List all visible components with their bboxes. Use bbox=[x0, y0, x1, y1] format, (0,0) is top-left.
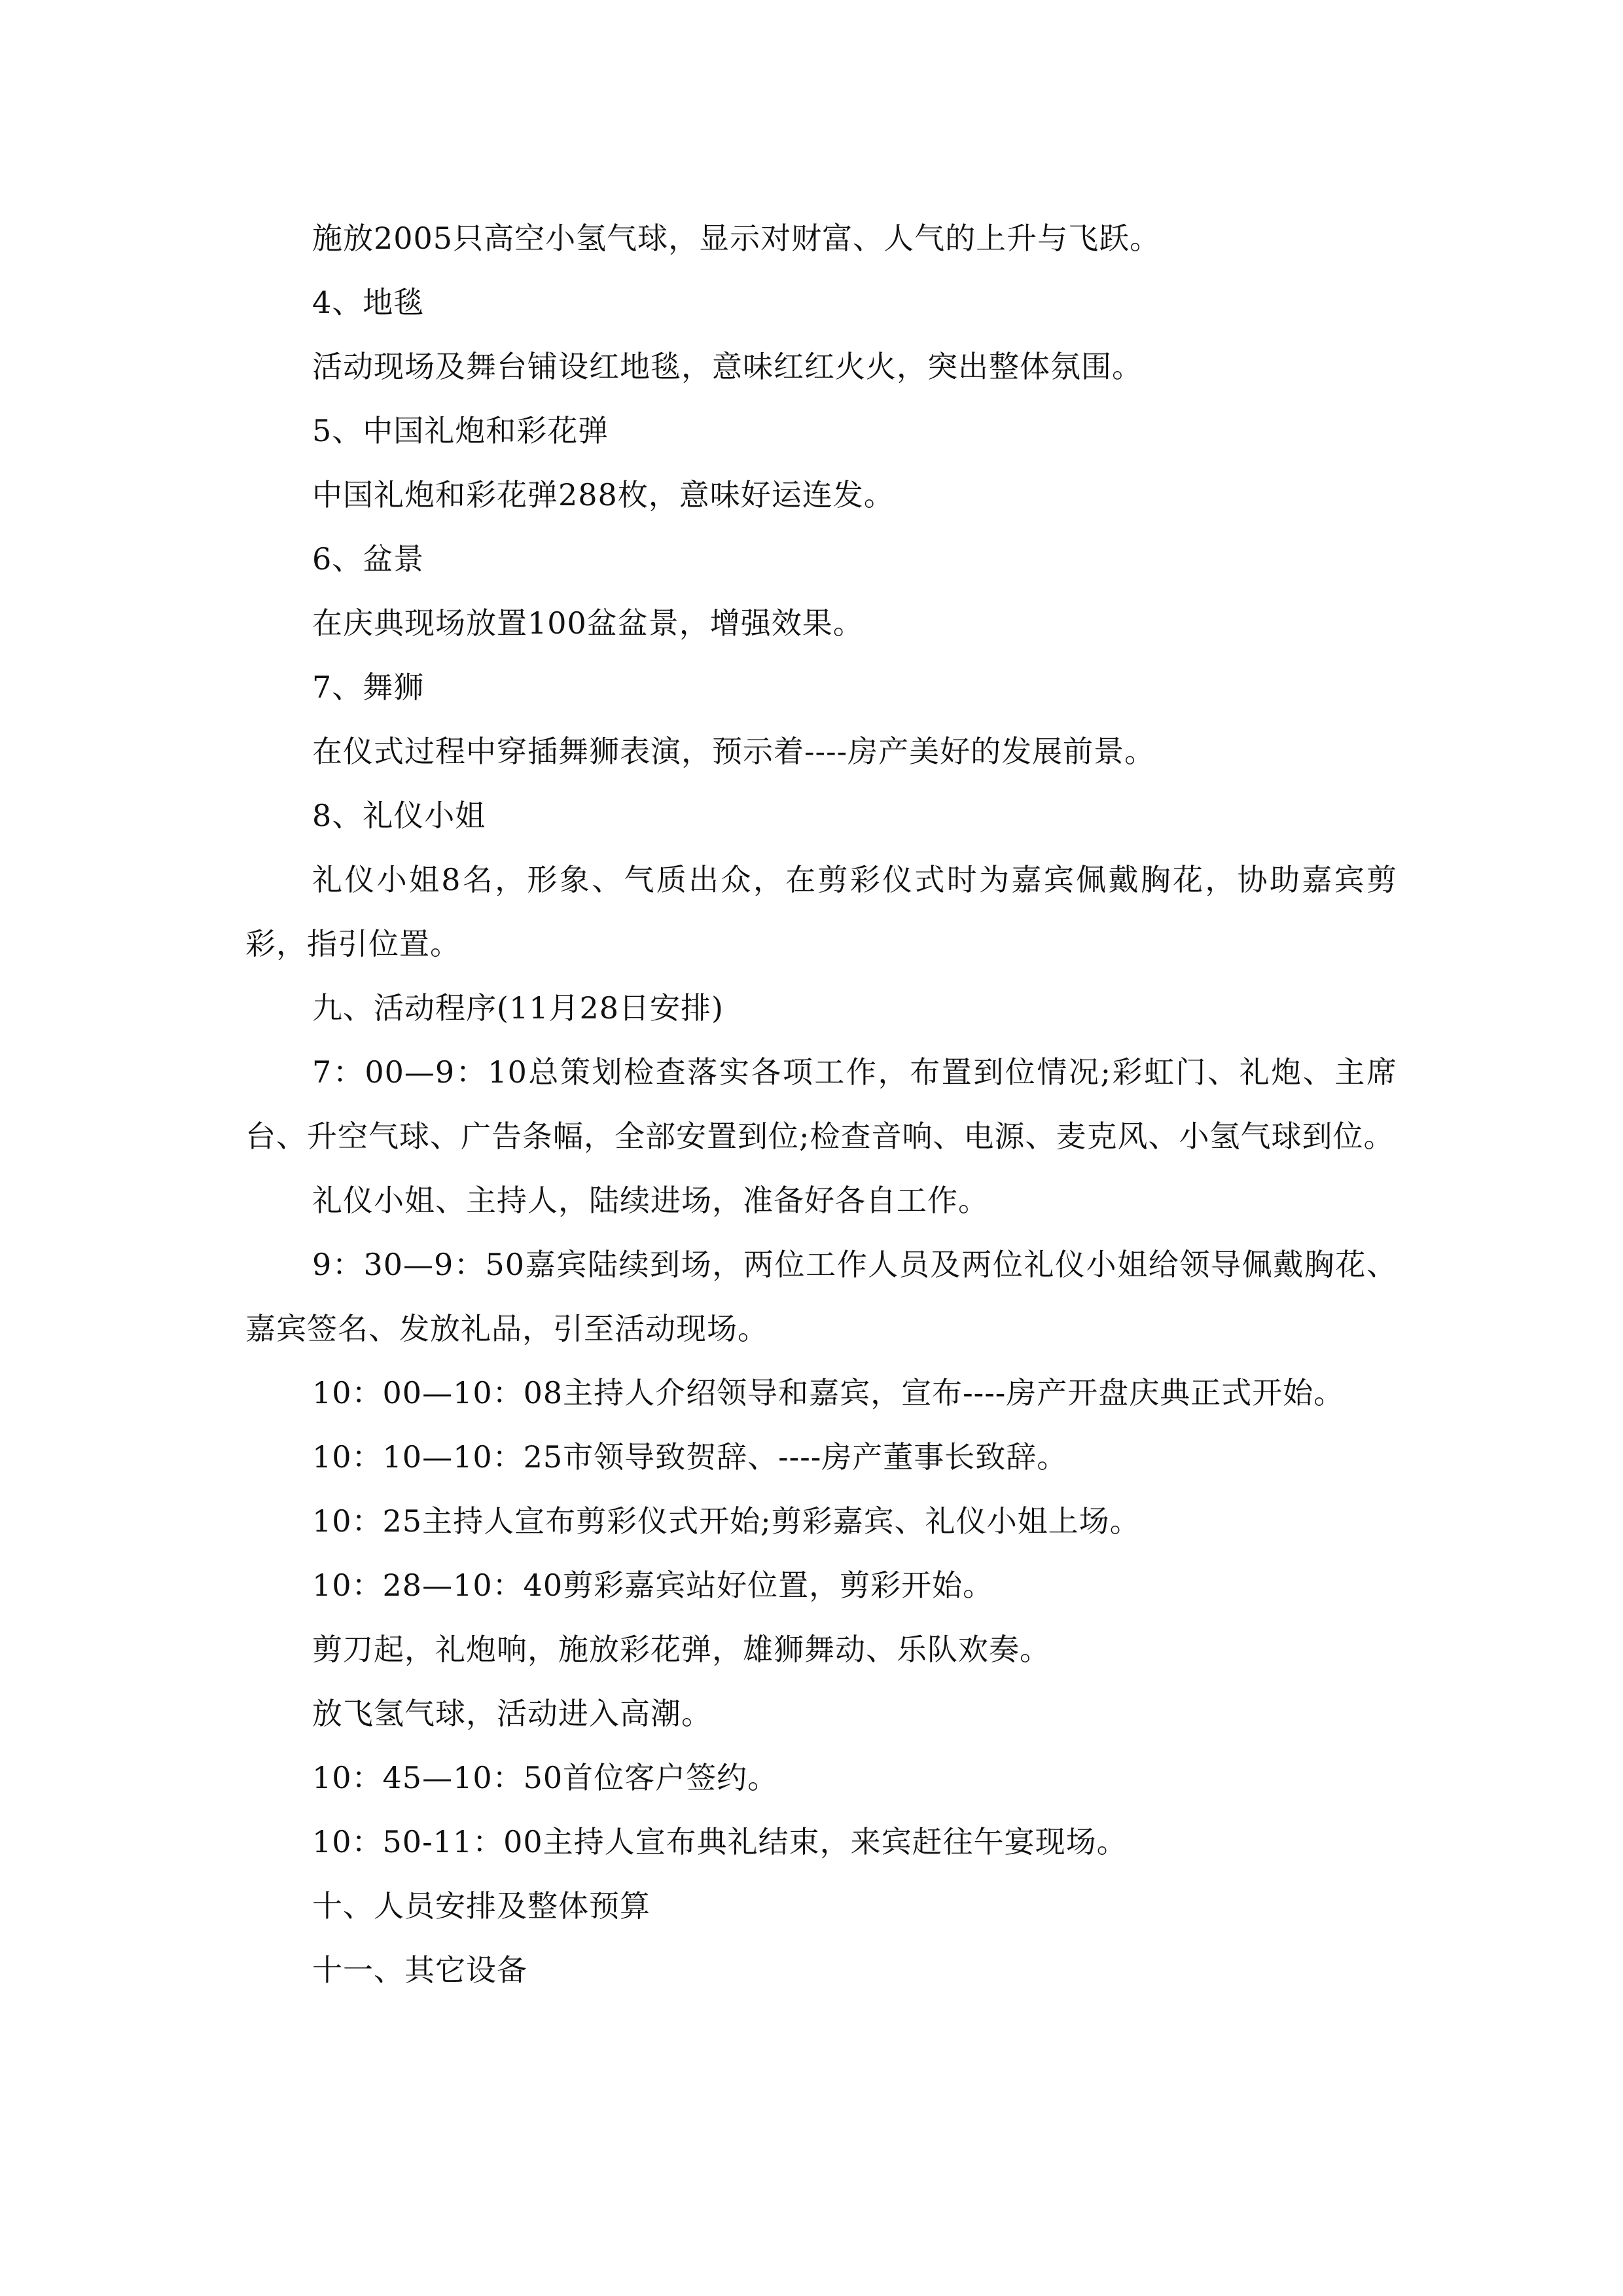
heading-etiquette-ladies: 8、礼仪小姐 bbox=[312, 798, 486, 833]
heading-event-program: 九、活动程序(11月28日安排) bbox=[312, 990, 724, 1026]
heading-bonsai: 6、盆景 bbox=[312, 541, 425, 577]
schedule-item: 10：25主持人宣布剪彩仪式开始;剪彩嘉宾、礼仪小姐上场。 bbox=[312, 1503, 1141, 1539]
paragraph-balloons: 施放2005只高空小氢气球，显示对财富、人气的上升与飞跃。 bbox=[312, 221, 1161, 256]
schedule-item: 10：50-11：00主持人宣布典礼结束，来宾赶往午宴现场。 bbox=[312, 1824, 1128, 1859]
schedule-item: 10：00—10：08主持人介绍领导和嘉宾，宣布----房产开盘庆典正式开始。 bbox=[312, 1375, 1345, 1410]
schedule-item: 10：45—10：50首位客户签约。 bbox=[312, 1760, 779, 1795]
schedule-item: 剪刀起，礼炮响，施放彩花弹，雄狮舞动、乐队欢奏。 bbox=[312, 1632, 1050, 1667]
document-body bbox=[245, 206, 1397, 2002]
paragraph-lion-dance: 在仪式过程中穿插舞狮表演，预示着----房产美好的发展前景。 bbox=[312, 734, 1156, 769]
heading-salute-cannons: 5、中国礼炮和彩花弹 bbox=[312, 413, 609, 448]
schedule-item: 10：10—10：25市领导致贺辞、----房产董事长致辞。 bbox=[312, 1439, 1068, 1475]
paragraph-carpet: 活动现场及舞台铺设红地毯，意味红红火火，突出整体氛围。 bbox=[312, 349, 1143, 384]
schedule-item: 礼仪小姐、主持人，陆续进场，准备好各自工作。 bbox=[312, 1183, 989, 1218]
heading-staffing-budget: 十、人员安排及整体预算 bbox=[312, 1888, 651, 1924]
heading-other-equipment: 十一、其它设备 bbox=[312, 1952, 527, 1988]
schedule-item: 7：00—9：10总策划检查落实各项工作，布置到位情况;彩虹门、礼炮、主席台、升空气球、广告条幅，全部安置到位;检查音响、电源、麦克风、小氢气球到位。 bbox=[245, 1054, 1397, 1154]
heading-carpet: 4、地毯 bbox=[312, 285, 425, 320]
schedule-item: 9：30—9：50嘉宾陆续到场，两位工作人员及两位礼仪小姐给领导佩戴胸花、嘉宾签名、发放礼品，引至活动现场。 bbox=[245, 1247, 1397, 1346]
heading-lion-dance: 7、舞狮 bbox=[312, 670, 425, 705]
schedule-item: 10：28—10：40剪彩嘉宾站好位置，剪彩开始。 bbox=[312, 1568, 994, 1603]
schedule-item: 放飞氢气球，活动进入高潮。 bbox=[312, 1696, 712, 1731]
paragraph-etiquette-ladies: 礼仪小姐8名，形象、气质出众，在剪彩仪式时为嘉宾佩戴胸花，协助嘉宾剪彩，指引位置。 bbox=[245, 862, 1397, 961]
paragraph-salute-cannons: 中国礼炮和彩花弹288枚，意味好运连发。 bbox=[312, 477, 895, 512]
paragraph-bonsai: 在庆典现场放置100盆盆景，增强效果。 bbox=[312, 605, 864, 641]
